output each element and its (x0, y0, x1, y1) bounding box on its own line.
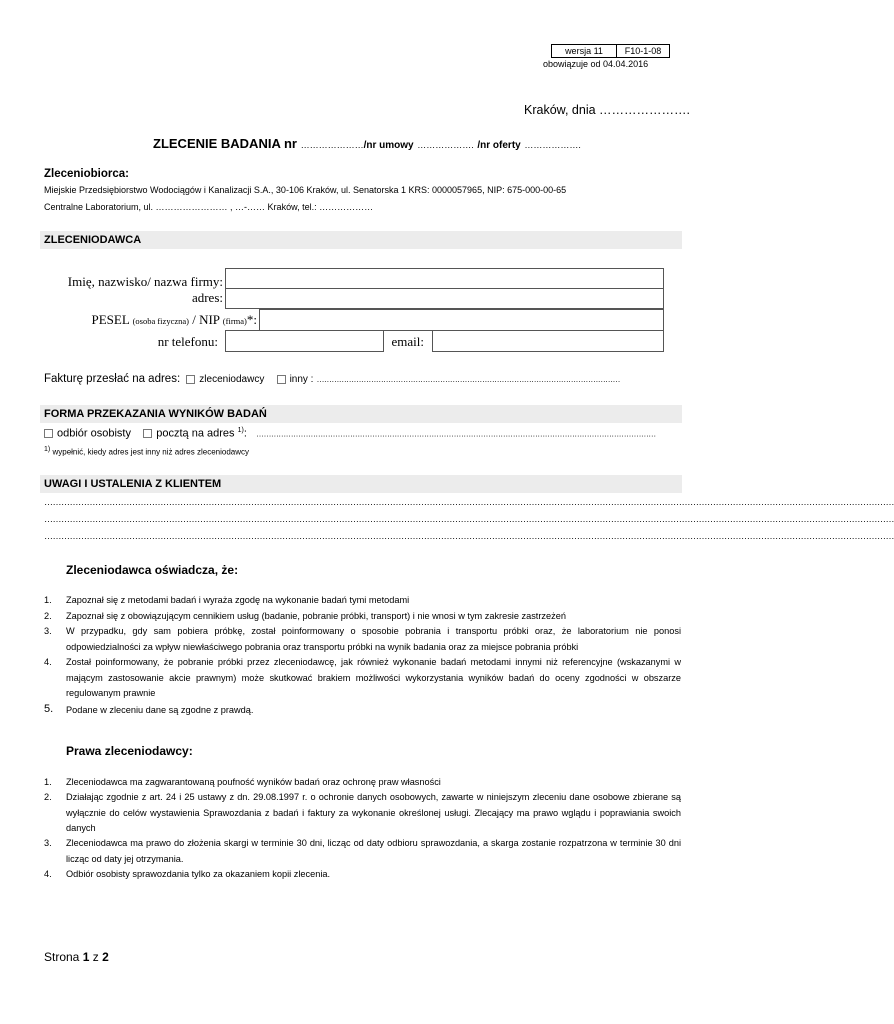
declaration-heading: Zleceniodawca oświadcza, że: (66, 563, 239, 577)
form-code: F10-1-08 (624, 46, 662, 56)
page-of: z (92, 950, 99, 964)
list-text: W przypadku, gdy sam pobiera próbkę, został poinformowany o sposobie pobrania i transportu próbki oraz, że laboratorium nie ponosi odpowiedzialności za wpływ niewłaściwego pobrania oraz transportu próbki na wynik badania oraz za miejsce pobrania próbki (66, 626, 681, 652)
list-num: 2. (44, 611, 52, 621)
page-current: 1 (82, 950, 90, 964)
notes-line-1[interactable]: ………………………………………………………………………………………………………………………………………………………………………………………………………………………………………………………………………… (44, 497, 894, 507)
title-contract: /nr umowy (363, 140, 414, 151)
nip-label: / NIP (192, 312, 220, 327)
list-text: Odbiór osobisty sprawozdania tylko za okazaniem kopii zlecenia. (66, 869, 331, 879)
phone-input[interactable] (225, 330, 384, 352)
invoice-option1-label: zleceniodawcy (199, 374, 265, 385)
invoice-option2-label: inny : (289, 374, 314, 385)
results-option1-checkbox[interactable] (44, 429, 53, 438)
page-title (153, 136, 581, 151)
title-offer-dots: ………………. (524, 140, 581, 150)
contractor-line1: Miejskie Przedsiębiorstwo Wodociągów i Kanalizacji S.A., 30-106 Kraków, ul. Senatorska 1 KRS: 0000057965, NIP: 675-000-00-65 (44, 185, 567, 195)
results-section-heading: FORMA PRZEKAZANIA WYNIKÓW BADAŃ (44, 408, 267, 420)
results-footnote (44, 446, 249, 457)
list-num: 5. (44, 703, 54, 715)
list-text: Działając zgodnie z art. 24 i 25 ustawy z dn. 29.08.1997 r. o ochronie danych osobowych, zawarte w niniejszym zleceniu dane osobowe zbierane są wyłącznie do celów wystawienia Sprawozdania z badań i faktury za wykonanie określonej usługi. Zlecający ma prawo wglądu i poprawiania swoich danych (66, 792, 681, 833)
results-option2-suffix: : (243, 427, 247, 440)
notes-line-2[interactable]: ………………………………………………………………………………………………………………………………………………………………………………………………………………………………………………………………………… (44, 514, 894, 524)
notes-section-heading: UWAGI I USTALENIA Z KLIENTEM (44, 478, 222, 490)
results-option2-label: pocztą na adres (156, 427, 235, 440)
list-num: 2. (44, 792, 52, 802)
city-date: Kraków, dnia …………………. (524, 103, 691, 117)
invoice-dots: …………………………………………………………………………………………………………… (316, 375, 620, 384)
list-num: 1. (44, 777, 52, 787)
pesel-label: PESEL (91, 312, 130, 327)
list-text: Zapoznał się z obowiązującym cennikiem usług (badanie, pobranie próbki, transport) i nie wnosi w tym zakresie zastrzeżeń (66, 611, 566, 621)
version-box (551, 44, 670, 58)
phone-label: nr telefonu: (157, 334, 218, 349)
rights-heading: Prawa zleceniodawcy: (66, 744, 193, 758)
notes-line-3[interactable]: ………………………………………………………………………………………………………………………………………………………………………………………………………………………………………………………………………… (44, 531, 894, 541)
page-total: 2 (102, 950, 109, 964)
page-prefix: Strona (44, 950, 80, 964)
client-section-bar (40, 231, 682, 249)
email-input[interactable] (432, 330, 664, 352)
address-label: adres: (191, 290, 223, 305)
invoice-option1-checkbox[interactable] (186, 375, 195, 384)
name-input[interactable] (225, 268, 664, 289)
notes-section-bar (40, 475, 682, 493)
list-text: Zapoznał się z metodami badań i wyraża zgodę na wykonanie badań tymi metodami (66, 595, 410, 605)
valid-from: obowiązuje od 04.04.2016 (543, 59, 649, 69)
results-options-row (44, 427, 684, 440)
list-text: Został poinformowany, że pobranie próbki przez zleceniodawcę, jak również wykonanie badań metodami innymi niż referencyjne (wskazanymi w mającym zastosowanie akcie prawnym) może skutkować brakiem możliwości wykorzystania wyników badań do oceny zgodności w obszarze regulowanym prawnie (66, 657, 681, 698)
pesel-nip-input[interactable] (259, 309, 664, 331)
footnote-mark: 1) (44, 446, 51, 453)
contractor-heading: Zleceniobiorca: (44, 168, 129, 180)
results-option1-label: odbiór osobisty (57, 427, 131, 440)
name-label: Imię, nazwisko/ nazwa firmy: (67, 274, 223, 289)
list-num: 4. (44, 869, 52, 879)
nip-suffix: *: (246, 312, 257, 327)
results-section-bar (40, 405, 682, 423)
invoice-option2-checkbox[interactable] (277, 375, 286, 384)
pesel-note: (osoba fizyczna) (132, 316, 189, 326)
invoice-row (44, 373, 620, 385)
page-number (44, 950, 109, 964)
list-num: 3. (44, 626, 52, 636)
title-main: ZLECENIE BADANIA nr (153, 136, 297, 151)
contractor-line2: Centralne Laboratorium, ul. …………………… , …-…… Kraków, tel.: ……………… (44, 202, 374, 212)
client-section-heading: ZLECENIODAWCA (44, 234, 142, 246)
invoice-label: Fakturę przesłać na adres: (44, 373, 181, 385)
address-input[interactable] (225, 288, 664, 309)
email-label: email: (391, 334, 424, 349)
list-num: 1. (44, 595, 52, 605)
list-text: Zleceniodawca ma prawo do złożenia skargi w terminie 30 dni, licząc od daty odbioru sprawozdania, a skarga zostanie rozpatrzona w terminie 30 dni licząc od daty jej otrzymania. (66, 838, 681, 864)
results-option2-checkbox[interactable] (143, 429, 152, 438)
list-text: Zleceniodawca ma zagwarantowaną poufność wyników badań oraz ochronę praw własności (66, 777, 441, 787)
results-dots: ……………………………………………………………………………………………………………………………………………… (256, 429, 656, 439)
list-text: Podane w zleceniu dane są zgodne z prawdą. (66, 705, 254, 715)
nip-note: (firma) (222, 316, 247, 326)
title-contract-dots: ………………. (417, 140, 474, 150)
footnote-text: wypełnić, kiedy adres jest inny niż adres zleceniodawcy (52, 447, 250, 457)
title-offer: /nr oferty (477, 140, 521, 151)
pesel-nip-label (40, 312, 257, 328)
results-option2-sup: 1) (237, 427, 244, 434)
title-main-dots: ………………… (300, 140, 364, 150)
list-num: 4. (44, 657, 52, 667)
version-label: wersja 11 (552, 45, 617, 57)
list-num: 3. (44, 838, 52, 848)
